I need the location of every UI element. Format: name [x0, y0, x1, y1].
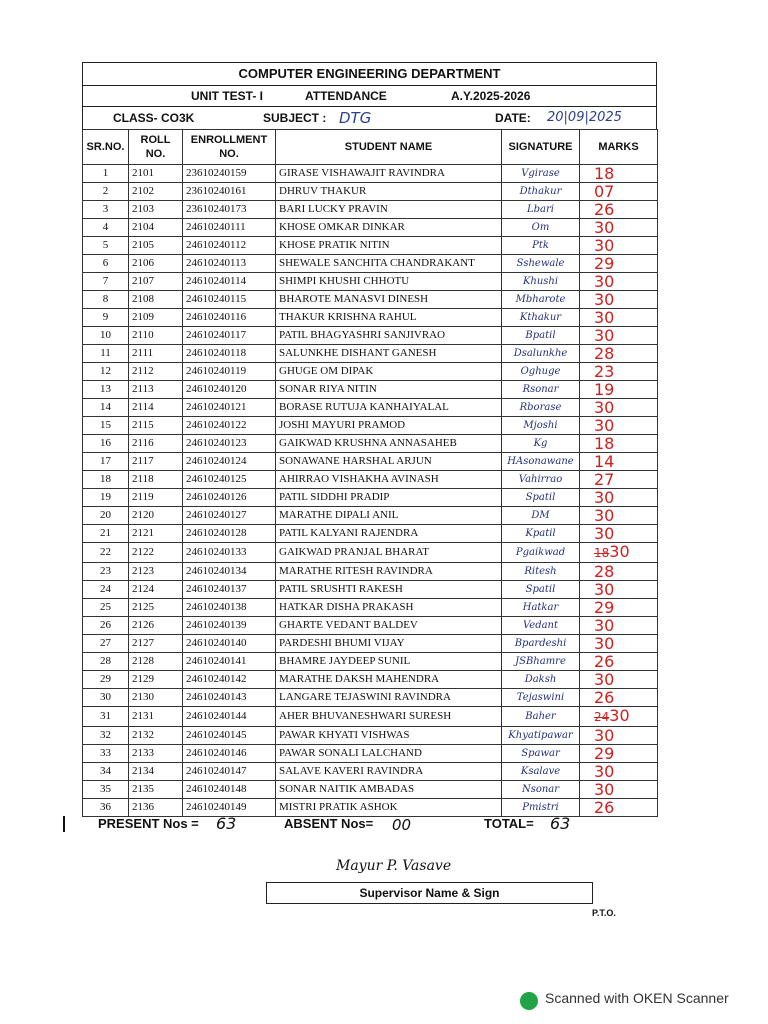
cell-marks: 19: [580, 381, 658, 399]
cell-roll: 2121: [129, 525, 183, 543]
cell-srno: 23: [83, 563, 129, 581]
cell-marks: 26: [580, 689, 658, 707]
cell-marks: 29: [580, 255, 658, 273]
cell-marks: 27: [580, 471, 658, 489]
cell-marks: [580, 707, 658, 727]
cell-marks: 30: [580, 781, 658, 799]
table-row: [83, 543, 658, 563]
cell-signature: Om: [502, 219, 580, 237]
cell-marks: 30: [580, 417, 658, 435]
table-row: [83, 327, 658, 345]
cell-signature: Dsalunkhe: [502, 345, 580, 363]
cell-marks: 30: [580, 237, 658, 255]
cell-student-name: SONAR NAITIK AMBADAS: [276, 781, 502, 799]
cell-enrollment: 24610240133: [183, 543, 276, 563]
cell-marks: 30: [580, 291, 658, 309]
cell-marks: 29: [580, 745, 658, 763]
cell-enrollment: 24610240137: [183, 581, 276, 599]
cell-srno: 17: [83, 453, 129, 471]
cell-srno: 32: [83, 727, 129, 745]
cell-srno: 31: [83, 707, 129, 727]
cell-srno: 33: [83, 745, 129, 763]
cell-roll: 2116: [129, 435, 183, 453]
cell-roll: 2107: [129, 273, 183, 291]
cell-student-name: THAKUR KRISHNA RAHUL: [276, 309, 502, 327]
cell-student-name: SONAR RIYA NITIN: [276, 381, 502, 399]
cell-roll: 2136: [129, 799, 183, 817]
cell-roll: 2113: [129, 381, 183, 399]
table-row: [83, 291, 658, 309]
cell-marks: 14: [580, 453, 658, 471]
cell-roll: 2108: [129, 291, 183, 309]
cell-enrollment: 24610240128: [183, 525, 276, 543]
cell-enrollment: 24610240139: [183, 617, 276, 635]
cell-student-name: PATIL KALYANI RAJENDRA: [276, 525, 502, 543]
cell-roll: 2104: [129, 219, 183, 237]
present-value: 63: [216, 814, 237, 833]
cell-student-name: BARI LUCKY PRAVIN: [276, 201, 502, 219]
cell-srno: 12: [83, 363, 129, 381]
cell-signature: Pgaikwad: [502, 543, 580, 563]
cell-student-name: MISTRI PRATIK ASHOK: [276, 799, 502, 817]
table-row: [83, 563, 658, 581]
cell-enrollment: 24610240120: [183, 381, 276, 399]
cell-roll: 2126: [129, 617, 183, 635]
cell-roll: 2132: [129, 727, 183, 745]
cell-roll: 2127: [129, 635, 183, 653]
cell-student-name: SALUNKHE DISHANT GANESH: [276, 345, 502, 363]
cell-enrollment: 24610240116: [183, 309, 276, 327]
cell-roll: 2118: [129, 471, 183, 489]
table-row: [83, 635, 658, 653]
cell-marks: 30: [580, 219, 658, 237]
cell-enrollment: 24610240111: [183, 219, 276, 237]
cell-marks: 30: [580, 507, 658, 525]
cell-enrollment: 24610240123: [183, 435, 276, 453]
cell-srno: 28: [83, 653, 129, 671]
cell-srno: 27: [83, 635, 129, 653]
cell-student-name: LANGARE TEJASWINI RAVINDRA: [276, 689, 502, 707]
col-header-signature: SIGNATURE: [502, 130, 580, 165]
cell-student-name: GAIKWAD KRUSHNA ANNASAHEB: [276, 435, 502, 453]
col-header-marks: MARKS: [580, 130, 658, 165]
date-label: DATE:: [495, 111, 531, 125]
cell-srno: 18: [83, 471, 129, 489]
cell-roll: 2134: [129, 763, 183, 781]
cell-signature: Lbari: [502, 201, 580, 219]
cell-student-name: SHIMPI KHUSHI CHHOTU: [276, 273, 502, 291]
cell-enrollment: 24610240112: [183, 237, 276, 255]
present-label: PRESENT Nos =: [98, 816, 199, 831]
cell-student-name: KHOSE OMKAR DINKAR: [276, 219, 502, 237]
cell-signature: Tejaswini: [502, 689, 580, 707]
cell-roll: 2103: [129, 201, 183, 219]
table-row: [83, 689, 658, 707]
cell-student-name: PAWAR SONALI LALCHAND: [276, 745, 502, 763]
cell-student-name: MARATHE RITESH RAVINDRA: [276, 563, 502, 581]
cell-signature: Dthakur: [502, 183, 580, 201]
cell-signature: Sshewale: [502, 255, 580, 273]
cell-enrollment: 24610240126: [183, 489, 276, 507]
cell-signature: Kg: [502, 435, 580, 453]
table-row: [83, 507, 658, 525]
cell-roll: 2114: [129, 399, 183, 417]
cell-enrollment: 24610240125: [183, 471, 276, 489]
cell-srno: 9: [83, 309, 129, 327]
cell-signature: Hatkar: [502, 599, 580, 617]
cell-enrollment: 24610240118: [183, 345, 276, 363]
cell-roll: 2122: [129, 543, 183, 563]
cell-signature: Daksh: [502, 671, 580, 689]
cell-srno: 15: [83, 417, 129, 435]
cell-roll: 2110: [129, 327, 183, 345]
struck-marks: 18: [594, 546, 610, 560]
cell-srno: 30: [83, 689, 129, 707]
table-header-row: [83, 130, 658, 165]
summary-row: [64, 816, 704, 838]
cell-roll: 2102: [129, 183, 183, 201]
cell-marks: 30: [580, 581, 658, 599]
cell-roll: 2120: [129, 507, 183, 525]
cell-signature: Vedant: [502, 617, 580, 635]
cell-signature: Vahirrao: [502, 471, 580, 489]
cell-student-name: GHARTE VEDANT BALDEV: [276, 617, 502, 635]
cell-srno: 34: [83, 763, 129, 781]
corrected-marks: 30: [609, 542, 630, 561]
cell-marks: 23: [580, 363, 658, 381]
cell-marks: 30: [580, 671, 658, 689]
attendance-table: [82, 129, 658, 817]
scanner-logo-icon: [520, 992, 538, 1010]
table-row: [83, 525, 658, 543]
class-row: [82, 106, 657, 129]
cell-enrollment: 24610240141: [183, 653, 276, 671]
cell-srno: 26: [83, 617, 129, 635]
cell-signature: Nsonar: [502, 781, 580, 799]
cell-enrollment: 23610240159: [183, 165, 276, 183]
cell-student-name: AHER BHUVANESHWARI SURESH: [276, 707, 502, 727]
cell-roll: 2123: [129, 563, 183, 581]
table-row: [83, 237, 658, 255]
table-row: [83, 201, 658, 219]
cell-student-name: PATIL SIDDHI PRADIP: [276, 489, 502, 507]
cell-student-name: AHIRRAO VISHAKHA AVINASH: [276, 471, 502, 489]
cell-srno: 24: [83, 581, 129, 599]
cell-student-name: GAIKWAD PRANJAL BHARAT: [276, 543, 502, 563]
cell-roll: 2131: [129, 707, 183, 727]
table-row: [83, 435, 658, 453]
table-row: [83, 417, 658, 435]
cell-marks: 30: [580, 525, 658, 543]
cell-signature: Bpardeshi: [502, 635, 580, 653]
cell-student-name: BHAROTE MANASVI DINESH: [276, 291, 502, 309]
cell-student-name: DHRUV THAKUR: [276, 183, 502, 201]
academic-year: A.Y.2025-2026: [451, 89, 531, 103]
total-value: 63: [550, 814, 571, 833]
corrected-marks: 30: [609, 706, 630, 725]
table-row: [83, 763, 658, 781]
cell-signature: Kpatil: [502, 525, 580, 543]
cell-marks: 30: [580, 399, 658, 417]
cell-srno: 13: [83, 381, 129, 399]
cell-signature: Bpatil: [502, 327, 580, 345]
attendance-label: ATTENDANCE: [305, 89, 387, 103]
class-label: CLASS- CO3K: [113, 111, 195, 125]
cell-roll: 2133: [129, 745, 183, 763]
absent-label: ABSENT Nos=: [284, 816, 374, 831]
cell-enrollment: 24610240119: [183, 363, 276, 381]
cell-enrollment: 24610240134: [183, 563, 276, 581]
cell-srno: 22: [83, 543, 129, 563]
cell-signature: Baher: [502, 707, 580, 727]
supervisor-label: Supervisor Name & Sign: [266, 882, 593, 904]
cell-student-name: SHEWALE SANCHITA CHANDRAKANT: [276, 255, 502, 273]
cell-enrollment: 24610240148: [183, 781, 276, 799]
cell-enrollment: 24610240124: [183, 453, 276, 471]
cell-enrollment: 24610240138: [183, 599, 276, 617]
table-row: [83, 309, 658, 327]
cell-enrollment: 24610240115: [183, 291, 276, 309]
cell-marks: 29: [580, 599, 658, 617]
pto-note: P.T.O.: [592, 908, 616, 918]
cell-enrollment: 24610240143: [183, 689, 276, 707]
cell-student-name: PATIL BHAGYASHRI SANJIVRAO: [276, 327, 502, 345]
col-header-enrollment: ENROLLMENT NO.: [183, 130, 276, 165]
cell-signature: Pmistri: [502, 799, 580, 817]
cell-enrollment: 24610240144: [183, 707, 276, 727]
cell-marks: 30: [580, 309, 658, 327]
cell-student-name: PATIL SRUSHTI RAKESH: [276, 581, 502, 599]
cell-roll: 2119: [129, 489, 183, 507]
cell-enrollment: 24610240147: [183, 763, 276, 781]
cell-srno: 25: [83, 599, 129, 617]
table-row: [83, 219, 658, 237]
cell-marks: 30: [580, 489, 658, 507]
table-row: [83, 345, 658, 363]
cell-student-name: PAWAR KHYATI VISHWAS: [276, 727, 502, 745]
cell-student-name: SALAVE KAVERI RAVINDRA: [276, 763, 502, 781]
table-row: [83, 581, 658, 599]
cell-student-name: MARATHE DIPALI ANIL: [276, 507, 502, 525]
table-row: [83, 453, 658, 471]
cell-enrollment: 23610240173: [183, 201, 276, 219]
table-row: [83, 781, 658, 799]
cell-enrollment: 24610240145: [183, 727, 276, 745]
cell-roll: 2101: [129, 165, 183, 183]
cell-srno: 1: [83, 165, 129, 183]
cell-marks: 26: [580, 653, 658, 671]
cell-srno: 36: [83, 799, 129, 817]
cell-roll: 2115: [129, 417, 183, 435]
col-header-name: STUDENT NAME: [276, 130, 502, 165]
table-row: [83, 471, 658, 489]
table-body: [83, 165, 658, 817]
cell-roll: 2124: [129, 581, 183, 599]
cell-srno: 11: [83, 345, 129, 363]
cell-marks: 07: [580, 183, 658, 201]
cell-signature: Mbharote: [502, 291, 580, 309]
subject-value: DTG: [339, 109, 372, 127]
cell-enrollment: 24610240117: [183, 327, 276, 345]
cell-roll: 2117: [129, 453, 183, 471]
cell-enrollment: 24610240146: [183, 745, 276, 763]
cell-signature: Ptk: [502, 237, 580, 255]
subject-label: SUBJECT :: [263, 111, 327, 125]
cell-roll: 2106: [129, 255, 183, 273]
cell-enrollment: 24610240121: [183, 399, 276, 417]
table-row: [83, 799, 658, 817]
cell-marks: [580, 543, 658, 563]
cell-srno: 10: [83, 327, 129, 345]
cell-enrollment: 24610240142: [183, 671, 276, 689]
cell-student-name: HATKAR DISHA PRAKASH: [276, 599, 502, 617]
table-row: [83, 653, 658, 671]
cell-marks: 26: [580, 201, 658, 219]
cell-enrollment: 24610240113: [183, 255, 276, 273]
cell-signature: Oghuge: [502, 363, 580, 381]
test-row: [82, 85, 657, 106]
cell-signature: Vgirase: [502, 165, 580, 183]
cell-signature: JSBhamre: [502, 653, 580, 671]
cell-signature: Khyatipawar: [502, 727, 580, 745]
col-header-srno: SR.NO.: [83, 130, 129, 165]
cell-roll: 2105: [129, 237, 183, 255]
cell-signature: DM: [502, 507, 580, 525]
cell-signature: HAsonawane: [502, 453, 580, 471]
table-row: [83, 599, 658, 617]
table-row: [83, 381, 658, 399]
cell-roll: 2125: [129, 599, 183, 617]
cell-student-name: SONAWANE HARSHAL ARJUN: [276, 453, 502, 471]
department-title: COMPUTER ENGINEERING DEPARTMENT: [82, 62, 657, 85]
table-row: [83, 183, 658, 201]
cell-marks: 28: [580, 563, 658, 581]
scanner-watermark: Scanned with OKEN Scanner: [545, 990, 729, 1006]
cell-roll: 2130: [129, 689, 183, 707]
cell-marks: 18: [580, 165, 658, 183]
cell-marks: 30: [580, 727, 658, 745]
cell-signature: Spatil: [502, 581, 580, 599]
cell-marks: 30: [580, 635, 658, 653]
cell-enrollment: 24610240140: [183, 635, 276, 653]
cell-student-name: JOSHI MAYURI PRAMOD: [276, 417, 502, 435]
cell-enrollment: 24610240149: [183, 799, 276, 817]
table-row: [83, 727, 658, 745]
cell-srno: 21: [83, 525, 129, 543]
cell-student-name: GHUGE OM DIPAK: [276, 363, 502, 381]
table-row: [83, 745, 658, 763]
supervisor-signature: Mayur P. Vasave: [336, 858, 452, 874]
cell-marks: 30: [580, 327, 658, 345]
total-label: TOTAL=: [484, 816, 534, 831]
cell-student-name: MARATHE DAKSH MAHENDRA: [276, 671, 502, 689]
table-row: [83, 707, 658, 727]
cell-signature: Spatil: [502, 489, 580, 507]
cell-signature: Ksalave: [502, 763, 580, 781]
cell-student-name: PARDESHI BHUMI VIJAY: [276, 635, 502, 653]
cell-roll: 2128: [129, 653, 183, 671]
col-header-roll: ROLL NO.: [129, 130, 183, 165]
cell-roll: 2135: [129, 781, 183, 799]
cell-signature: Khushi: [502, 273, 580, 291]
test-name: UNIT TEST- I: [191, 89, 263, 103]
table-row: [83, 617, 658, 635]
absent-value: 00: [392, 816, 412, 834]
cell-student-name: BHAMRE JAYDEEP SUNIL: [276, 653, 502, 671]
cell-enrollment: 23610240161: [183, 183, 276, 201]
cell-enrollment: 24610240114: [183, 273, 276, 291]
table-row: [83, 273, 658, 291]
cell-marks: 26: [580, 799, 658, 817]
cell-marks: 30: [580, 763, 658, 781]
cell-roll: 2112: [129, 363, 183, 381]
cell-roll: 2109: [129, 309, 183, 327]
cell-srno: 3: [83, 201, 129, 219]
cell-enrollment: 24610240127: [183, 507, 276, 525]
cell-signature: Spawar: [502, 745, 580, 763]
cell-enrollment: 24610240122: [183, 417, 276, 435]
cell-marks: 30: [580, 273, 658, 291]
cell-srno: 19: [83, 489, 129, 507]
cell-srno: 6: [83, 255, 129, 273]
table-row: [83, 363, 658, 381]
struck-marks: 24: [594, 710, 610, 724]
table-row: [83, 671, 658, 689]
cell-srno: 8: [83, 291, 129, 309]
table-row: [83, 165, 658, 183]
cell-student-name: BORASE RUTUJA KANHAIYALAL: [276, 399, 502, 417]
cell-srno: 2: [83, 183, 129, 201]
cell-roll: 2129: [129, 671, 183, 689]
cell-student-name: KHOSE PRATIK NITIN: [276, 237, 502, 255]
table-row: [83, 399, 658, 417]
cell-srno: 35: [83, 781, 129, 799]
cell-marks: 28: [580, 345, 658, 363]
cell-srno: 5: [83, 237, 129, 255]
cell-signature: Rsonar: [502, 381, 580, 399]
cell-srno: 14: [83, 399, 129, 417]
cell-signature: Ritesh: [502, 563, 580, 581]
table-row: [83, 255, 658, 273]
cell-srno: 20: [83, 507, 129, 525]
cell-student-name: GIRASE VISHAWAJIT RAVINDRA: [276, 165, 502, 183]
attendance-sheet: [82, 62, 657, 817]
date-value: 20|09|2025: [547, 110, 622, 125]
cell-srno: 4: [83, 219, 129, 237]
cell-srno: 7: [83, 273, 129, 291]
cell-marks: 30: [580, 617, 658, 635]
cell-srno: 16: [83, 435, 129, 453]
cell-marks: 18: [580, 435, 658, 453]
cell-roll: 2111: [129, 345, 183, 363]
cell-signature: Kthakur: [502, 309, 580, 327]
table-row: [83, 489, 658, 507]
cell-signature: Mjoshi: [502, 417, 580, 435]
cell-srno: 29: [83, 671, 129, 689]
cell-signature: Rborase: [502, 399, 580, 417]
